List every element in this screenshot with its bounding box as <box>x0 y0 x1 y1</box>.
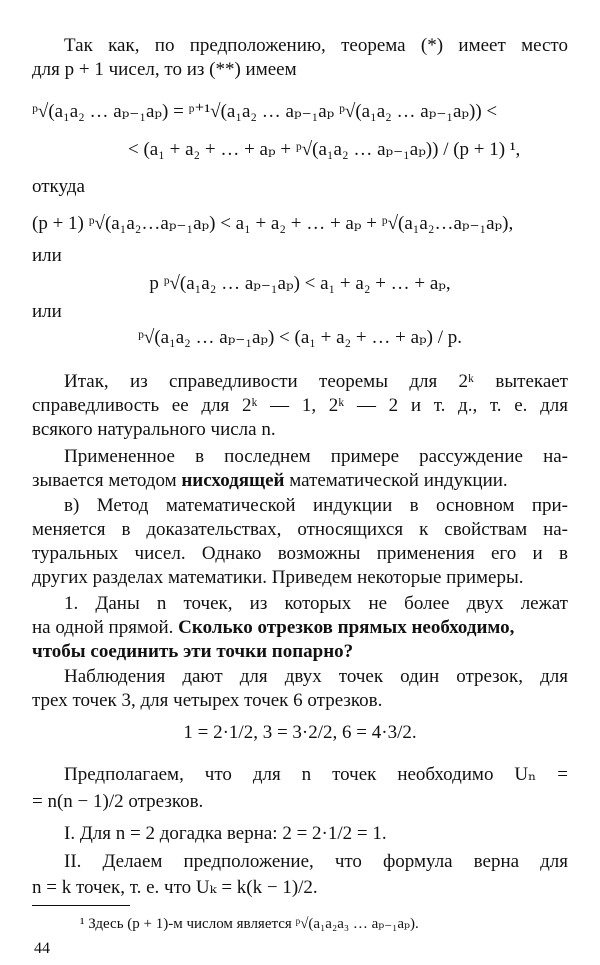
footnote-rule <box>32 905 130 906</box>
text-line: или <box>32 245 62 266</box>
text-line: туральных чисел. Однако возможны применения его и в <box>32 543 568 564</box>
text-span: математической индукции. <box>284 470 508 491</box>
formula-line: p ᵖ√(a₁a₂ … aₚ₋₁aₚ) < a₁ + a₂ + … + aₚ, <box>149 273 451 294</box>
text-line <box>32 469 568 493</box>
text-line <box>32 616 568 640</box>
text-line: Так как, по предположению, теорема (*) имеет место <box>64 35 568 56</box>
bold-question: чтобы соединить эти точки попарно? <box>32 641 354 662</box>
text-line: Наблюдения дают для двух точек один отрезок, для <box>64 666 568 687</box>
text-line: Примененное в последнем примере рассуждение на- <box>64 446 568 467</box>
text-line: II. Делаем предположение, что формула верна для <box>64 851 568 872</box>
text-line: = n(n − 1)/2 отрезков. <box>32 791 204 812</box>
text-line: справедливость ее для 2ᵏ — 1, 2ᵏ — 2 и т. д., т. е. для <box>32 395 568 416</box>
text-line: или <box>32 301 62 322</box>
text-line: меняется в доказательствах, относящихся к свойствам на- <box>32 519 568 540</box>
formula-line: ᵖ√(a₁a₂ … aₚ₋₁aₚ) = ᵖ⁺¹√(a₁a₂ … aₚ₋₁aₚ ᵖ√(a₁a₂ … aₚ₋₁aₚ)) < <box>32 101 498 122</box>
footnote: ¹ Здесь (p + 1)-м числом является ᵖ√(a₁a₂a₃ … aₚ₋₁aₚ). <box>80 916 419 932</box>
formula-line: 1 = 2·1/2, 3 = 3·2/2, 6 = 4·3/2. <box>183 722 417 743</box>
bold-term: нисходящей <box>181 470 285 491</box>
text-line: I. Для n = 2 догадка верна: 2 = 2·1/2 = 1. <box>64 823 387 844</box>
text-line: 1. Даны n точек, из которых не более двух лежат <box>64 593 568 614</box>
text-line: n = k точек, т. е. что Uₖ = k(k − 1)/2. <box>32 877 318 898</box>
page-number: 44 <box>34 940 50 957</box>
text-line: откуда <box>32 176 85 197</box>
text-line: Итак, из справедливости теоремы для 2ᵏ вытекает <box>64 371 568 392</box>
formula-line: ᵖ√(a₁a₂ … aₚ₋₁aₚ) < (a₁ + a₂ + … + aₚ) / p. <box>137 327 462 348</box>
bold-question: Сколько отрезков прямых необходимо, <box>178 617 515 638</box>
text-line: в) Метод математической индукции в основном при- <box>64 495 568 516</box>
formula-line: (p + 1) ᵖ√(a₁a₂…aₚ₋₁aₚ) < a₁ + a₂ + … + aₚ + ᵖ√(a₁a₂…aₚ₋₁aₚ), <box>32 213 514 234</box>
text-line: для p + 1 чисел, то из (**) имеем <box>32 59 297 80</box>
text-line: всякого натурального числа n. <box>32 419 276 440</box>
text-line: трех точек 3, для четырех точек 6 отрезков. <box>32 690 383 711</box>
text-line: других разделах математики. Приведем некоторые примеры. <box>32 567 524 588</box>
formula-line: < (a₁ + a₂ + … + aₚ + ᵖ√(a₁a₂ … aₚ₋₁aₚ)) / (p + 1) ¹, <box>128 139 521 160</box>
text-line: Предполагаем, что для n точек необходимо Uₙ = <box>64 764 568 785</box>
text-span: на одной прямой. <box>32 617 179 638</box>
text-span: зывается методом <box>32 470 182 491</box>
